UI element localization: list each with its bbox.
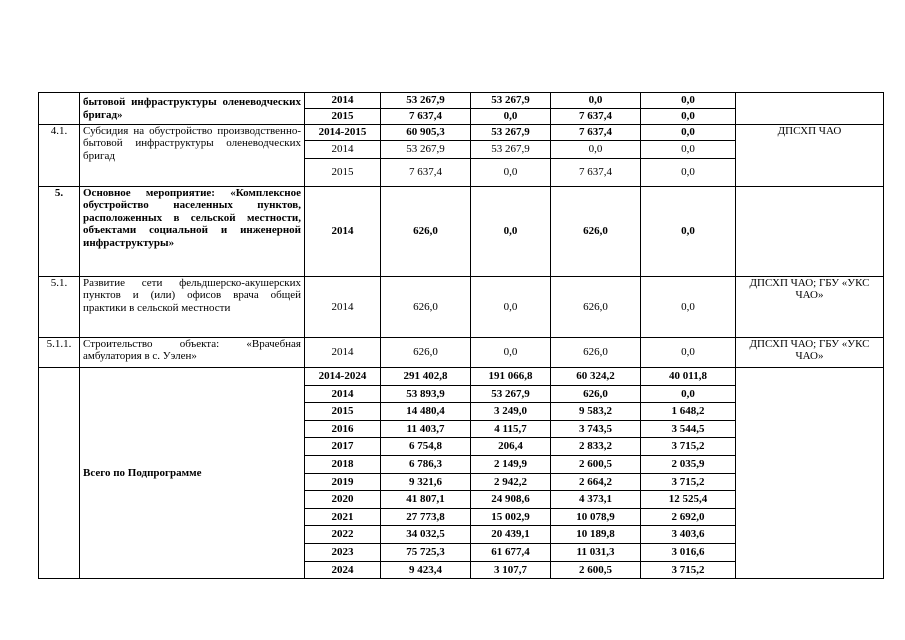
row-description: Строительство объекта: «Врачебная амбулатория в с. Уэлен» (80, 338, 305, 368)
total-cell: 75 725,3 (381, 543, 471, 561)
row-description: бытовой инфраструктуры оленеводческих бригад» (80, 93, 305, 125)
value-cell: 0,0 (551, 93, 641, 109)
value-cell: 20 439,1 (471, 526, 551, 544)
total-cell: 11 403,7 (381, 420, 471, 438)
year-cell: 2014 (305, 93, 381, 109)
value-cell: 53 267,9 (471, 141, 551, 159)
value-cell: 2 600,5 (551, 561, 641, 579)
total-cell: 41 807,1 (381, 491, 471, 509)
year-cell: 2014-2024 (305, 368, 381, 386)
row-description: Субсидия на обустройство производственно-бытовой инфраструктуры оленеводческих бригад (80, 125, 305, 187)
value-cell: 0,0 (641, 385, 736, 403)
value-cell: 15 002,9 (471, 508, 551, 526)
total-cell: 626,0 (381, 338, 471, 368)
value-cell: 7 637,4 (551, 159, 641, 187)
value-cell: 206,4 (471, 438, 551, 456)
total-cell: 6 786,3 (381, 455, 471, 473)
table-row (39, 93, 884, 109)
row-number-cell: 5.1.1. (39, 338, 80, 368)
value-cell: 10 189,8 (551, 526, 641, 544)
year-cell: 2021 (305, 508, 381, 526)
value-cell: 2 149,9 (471, 455, 551, 473)
row-description: Развитие сети фельдшерско-акушерских пунктов и (или) офисов врача общей практики в сельской местности (80, 277, 305, 338)
value-cell: 0,0 (471, 109, 551, 125)
summary-label: Всего по Подпрограмме (80, 368, 305, 579)
year-cell: 2019 (305, 473, 381, 491)
value-cell: 7 637,4 (551, 125, 641, 141)
value-cell: 0,0 (641, 187, 736, 277)
year-cell: 2015 (305, 403, 381, 421)
value-cell: 53 267,9 (471, 93, 551, 109)
value-cell: 0,0 (641, 159, 736, 187)
value-cell: 40 011,8 (641, 368, 736, 386)
subprogram-funding-table (38, 92, 884, 579)
total-cell: 291 402,8 (381, 368, 471, 386)
value-cell: 191 066,8 (471, 368, 551, 386)
year-cell: 2022 (305, 526, 381, 544)
total-cell: 6 754,8 (381, 438, 471, 456)
executor-cell: ДПСХП ЧАО; ГБУ «УКС ЧАО» (736, 338, 884, 368)
value-cell: 0,0 (641, 109, 736, 125)
value-cell: 10 078,9 (551, 508, 641, 526)
row-number-cell: 4.1. (39, 125, 80, 187)
year-cell: 2014 (305, 338, 381, 368)
summary-row (39, 368, 884, 386)
value-cell: 2 692,0 (641, 508, 736, 526)
year-cell: 2016 (305, 420, 381, 438)
total-cell: 7 637,4 (381, 159, 471, 187)
value-cell: 3 107,7 (471, 561, 551, 579)
total-cell: 60 905,3 (381, 125, 471, 141)
value-cell: 2 664,2 (551, 473, 641, 491)
year-cell: 2023 (305, 543, 381, 561)
value-cell: 11 031,3 (551, 543, 641, 561)
value-cell: 0,0 (641, 125, 736, 141)
value-cell: 53 267,9 (471, 385, 551, 403)
year-cell: 2017 (305, 438, 381, 456)
year-cell: 2014-2015 (305, 125, 381, 141)
value-cell: 3 715,2 (641, 561, 736, 579)
value-cell: 24 908,6 (471, 491, 551, 509)
year-cell: 2014 (305, 141, 381, 159)
row-number-cell (39, 93, 80, 125)
value-cell: 0,0 (641, 277, 736, 338)
total-cell: 53 267,9 (381, 93, 471, 109)
total-cell: 626,0 (381, 277, 471, 338)
summary-section (39, 368, 884, 579)
executor-cell: ДПСХП ЧАО (736, 125, 884, 187)
value-cell: 12 525,4 (641, 491, 736, 509)
total-cell: 53 267,9 (381, 141, 471, 159)
value-cell: 60 324,2 (551, 368, 641, 386)
total-cell: 7 637,4 (381, 109, 471, 125)
value-cell: 3 016,6 (641, 543, 736, 561)
value-cell: 3 403,6 (641, 526, 736, 544)
executor-cell (736, 368, 884, 579)
value-cell: 2 833,2 (551, 438, 641, 456)
value-cell: 0,0 (551, 141, 641, 159)
value-cell: 0,0 (471, 277, 551, 338)
table-row (39, 338, 884, 368)
total-cell: 53 893,9 (381, 385, 471, 403)
total-cell: 9 321,6 (381, 473, 471, 491)
value-cell: 3 544,5 (641, 420, 736, 438)
value-cell: 61 677,4 (471, 543, 551, 561)
value-cell: 626,0 (551, 385, 641, 403)
year-cell: 2015 (305, 159, 381, 187)
total-cell: 14 480,4 (381, 403, 471, 421)
executor-cell: ДПСХП ЧАО; ГБУ «УКС ЧАО» (736, 277, 884, 338)
year-cell: 2015 (305, 109, 381, 125)
value-cell: 0,0 (641, 93, 736, 109)
table-row (39, 277, 884, 338)
value-cell: 3 743,5 (551, 420, 641, 438)
value-cell: 7 637,4 (551, 109, 641, 125)
total-cell: 626,0 (381, 187, 471, 277)
value-cell: 3 715,2 (641, 473, 736, 491)
row-number-cell (39, 368, 80, 579)
value-cell: 9 583,2 (551, 403, 641, 421)
total-cell: 34 032,5 (381, 526, 471, 544)
value-cell: 3 715,2 (641, 438, 736, 456)
value-cell: 0,0 (471, 187, 551, 277)
value-cell: 626,0 (551, 338, 641, 368)
table-row (39, 187, 884, 277)
year-cell: 2014 (305, 277, 381, 338)
row-number-cell: 5.1. (39, 277, 80, 338)
total-cell: 27 773,8 (381, 508, 471, 526)
year-cell: 2020 (305, 491, 381, 509)
row-description: Основное мероприятие: «Комплексное обустройство населенных пунктов, расположенных в сельской местности, объектами социальной и инженерной инфраструктуры» (80, 187, 305, 277)
value-cell: 0,0 (471, 338, 551, 368)
executor-cell (736, 187, 884, 277)
value-cell: 4 115,7 (471, 420, 551, 438)
value-cell: 2 600,5 (551, 455, 641, 473)
value-cell: 626,0 (551, 277, 641, 338)
value-cell: 0,0 (641, 141, 736, 159)
year-cell: 2014 (305, 385, 381, 403)
total-cell: 9 423,4 (381, 561, 471, 579)
executor-cell (736, 93, 884, 125)
value-cell: 53 267,9 (471, 125, 551, 141)
value-cell: 1 648,2 (641, 403, 736, 421)
value-cell: 2 942,2 (471, 473, 551, 491)
row-number-cell: 5. (39, 187, 80, 277)
value-cell: 3 249,0 (471, 403, 551, 421)
table-row (39, 125, 884, 141)
value-cell: 0,0 (641, 338, 736, 368)
year-cell: 2024 (305, 561, 381, 579)
value-cell: 2 035,9 (641, 455, 736, 473)
value-cell: 4 373,1 (551, 491, 641, 509)
year-cell: 2018 (305, 455, 381, 473)
year-cell: 2014 (305, 187, 381, 277)
value-cell: 626,0 (551, 187, 641, 277)
value-cell: 0,0 (471, 159, 551, 187)
